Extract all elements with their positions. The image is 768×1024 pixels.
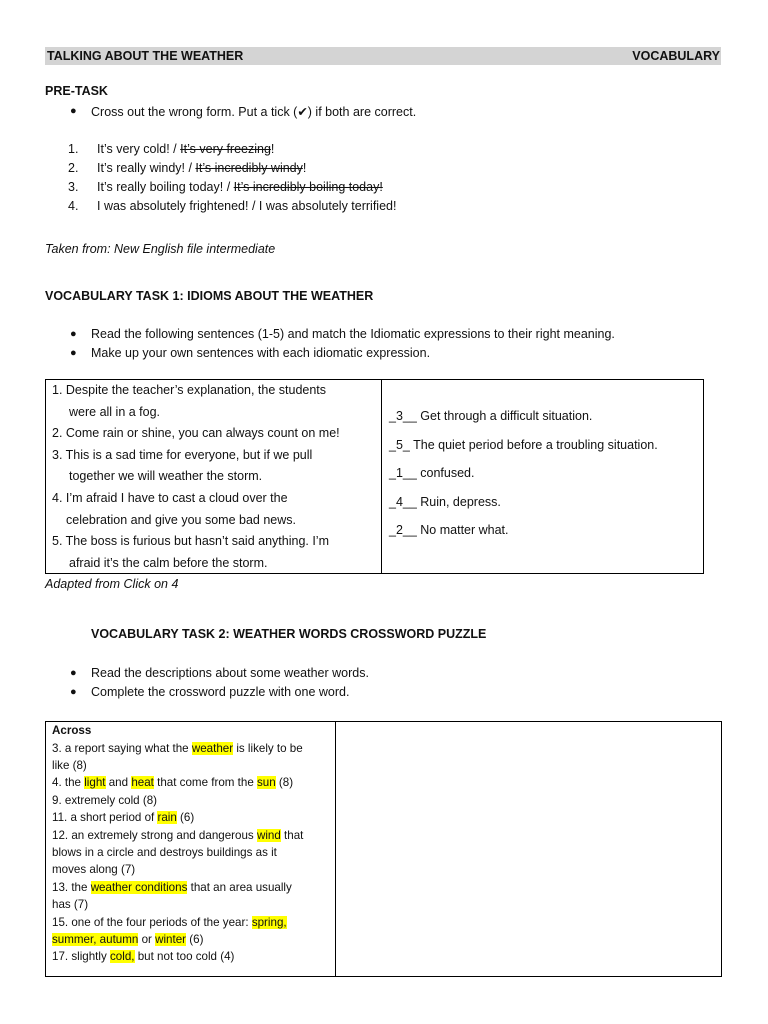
task2-heading: VOCABULARY TASK 2: WEATHER WORDS CROSSWORD PUZZLE (91, 627, 487, 641)
idiom-sentence-line: 3. This is a sad time for everyone, but if we pull (52, 447, 313, 462)
clue-text: and (105, 776, 132, 790)
table-divider (381, 379, 382, 574)
clue-text: 15. one of the four periods of the year: (52, 915, 252, 929)
clue-line (52, 774, 293, 791)
item-option: I was absolutely frightened! / I was absolutely terrified! (97, 199, 397, 213)
idiom-sentence-line: 2. Come rain or shine, you can always count on me! (52, 426, 340, 441)
pretask-item (97, 180, 383, 194)
crossed-out-option: It’s incredibly boiling today! (233, 180, 383, 194)
bullet-icon: ● (70, 328, 77, 340)
clue-text: that an area usually (187, 880, 292, 894)
highlighted-word: spring, (251, 915, 287, 929)
clue-text: but not too cold (4) (134, 950, 235, 964)
idiom-meaning-line: _5_ The quiet period before a troubling situation. (389, 437, 658, 452)
idiom-sentence-line: 1. Despite the teacher’s explanation, the students (52, 383, 327, 397)
highlighted-word: sun (257, 776, 276, 790)
clue-line (52, 879, 292, 896)
pretask-item (97, 142, 274, 156)
clue-text: 4. the (52, 776, 85, 790)
clue-text: 9. extremely cold (8) (52, 793, 158, 807)
highlighted-word: winter (155, 932, 187, 946)
highlighted-word: weather (191, 741, 234, 755)
clue-text: like (8) (52, 758, 87, 772)
item-option: It’s really windy! / (97, 161, 196, 175)
clue-line (52, 896, 88, 913)
highlighted-word: cold, (110, 950, 135, 964)
crossed-out-option: It’s very freezing (180, 142, 271, 156)
clue-text: 13. the (52, 880, 91, 894)
clue-text: (8) (275, 776, 294, 790)
clue-text: moves along (7) (52, 863, 136, 877)
clue-text: 12. an extremely strong and dangerous (52, 828, 257, 842)
bullet-icon: ● (70, 667, 77, 679)
clue-line (52, 931, 203, 948)
bullet-icon: ● (70, 347, 77, 359)
clue-text: has (7) (52, 898, 89, 912)
clue-line (52, 809, 194, 826)
task1-instruction-1: Read the following sentences (1-5) and match the Idiomatic expressions to their right meaning. (91, 327, 615, 341)
pretask-item (97, 199, 396, 213)
idiom-sentence-line: 5. The boss is furious but hasn’t said anything. I’m (52, 534, 330, 549)
item-number: 3. (68, 180, 79, 194)
clue-text: 3. a report saying what the (52, 741, 192, 755)
clue-line (52, 740, 303, 757)
highlighted-word: light (84, 776, 106, 790)
idiom-sentence-line: 4. I’m afraid I have to cast a cloud over the (52, 491, 288, 505)
bullet-icon: ● (70, 686, 77, 698)
highlighted-word: weather conditions (90, 880, 188, 894)
pretask-item (97, 161, 306, 175)
clue-text: is likely to be (233, 741, 303, 755)
clue-line (52, 827, 303, 844)
idiom-meaning-line: _4__ Ruin, depress. (389, 494, 501, 509)
clue-line (52, 861, 135, 878)
clue-line (52, 948, 234, 965)
task1-instruction-2: Make up your own sentences with each idiomatic expression. (91, 346, 431, 360)
task1-heading: VOCABULARY TASK 1: IDIOMS ABOUT THE WEATHER (45, 289, 374, 303)
idiom-sentence-line: celebration and give you some bad news. (66, 512, 297, 527)
highlighted-word: wind (256, 828, 281, 842)
idiom-sentence-line: together we will weather the storm. (69, 469, 263, 484)
highlighted-word: rain (157, 811, 177, 825)
clue-text: (6) (186, 932, 204, 946)
item-end: ! (302, 161, 307, 175)
idiom-meaning-line: _2__ No matter what. (389, 523, 509, 537)
item-number: 2. (68, 161, 79, 175)
clue-text: 17. slightly (52, 950, 110, 964)
bullet-icon: ● (70, 105, 77, 117)
item-option: It’s really boiling today! / (97, 180, 234, 194)
pretask-heading: PRE-TASK (45, 84, 108, 98)
clue-line (52, 757, 87, 774)
item-number: 4. (68, 199, 79, 213)
crossword-puzzle-area[interactable] (336, 722, 721, 976)
crossed-out-option: It’s incredibly windy (195, 161, 303, 175)
highlighted-word: heat (131, 776, 154, 790)
clue-line (52, 844, 277, 861)
clue-text: that come from the (153, 776, 257, 790)
pretask-source: Taken from: New English file intermediate (45, 242, 276, 256)
pretask-instruction: Cross out the wrong form. Put a tick (✔) if both are correct. (91, 105, 417, 119)
task1-source: Adapted from Click on 4 (45, 577, 179, 591)
idiom-meaning-line: _3__ Get through a difficult situation. (389, 409, 593, 423)
clue-line (52, 792, 157, 809)
item-option: It’s very cold! / (97, 142, 181, 156)
task2-instruction-2: Complete the crossword puzzle with one word. (91, 685, 350, 699)
clue-text: or (138, 932, 156, 946)
item-end: ! (270, 142, 275, 156)
item-number: 1. (68, 142, 79, 156)
highlighted-word: summer, autumn (52, 932, 139, 946)
across-label: Across (52, 724, 92, 737)
clue-text: (6) (176, 811, 195, 825)
task2-instruction-1: Read the descriptions about some weather words. (91, 666, 369, 680)
idiom-meaning-line: _1__ confused. (389, 466, 475, 480)
clue-text: 11. a short period of (52, 811, 158, 825)
clue-text: blows in a circle and destroys buildings as it (52, 845, 277, 859)
document-title: TALKING ABOUT THE WEATHER (47, 49, 244, 63)
idiom-sentence-line: were all in a fog. (69, 404, 161, 419)
clue-text: that (280, 828, 304, 842)
idiom-sentence-line: afraid it’s the calm before the storm. (69, 555, 268, 570)
clue-line (52, 914, 287, 931)
section-label: VOCABULARY (632, 49, 720, 63)
